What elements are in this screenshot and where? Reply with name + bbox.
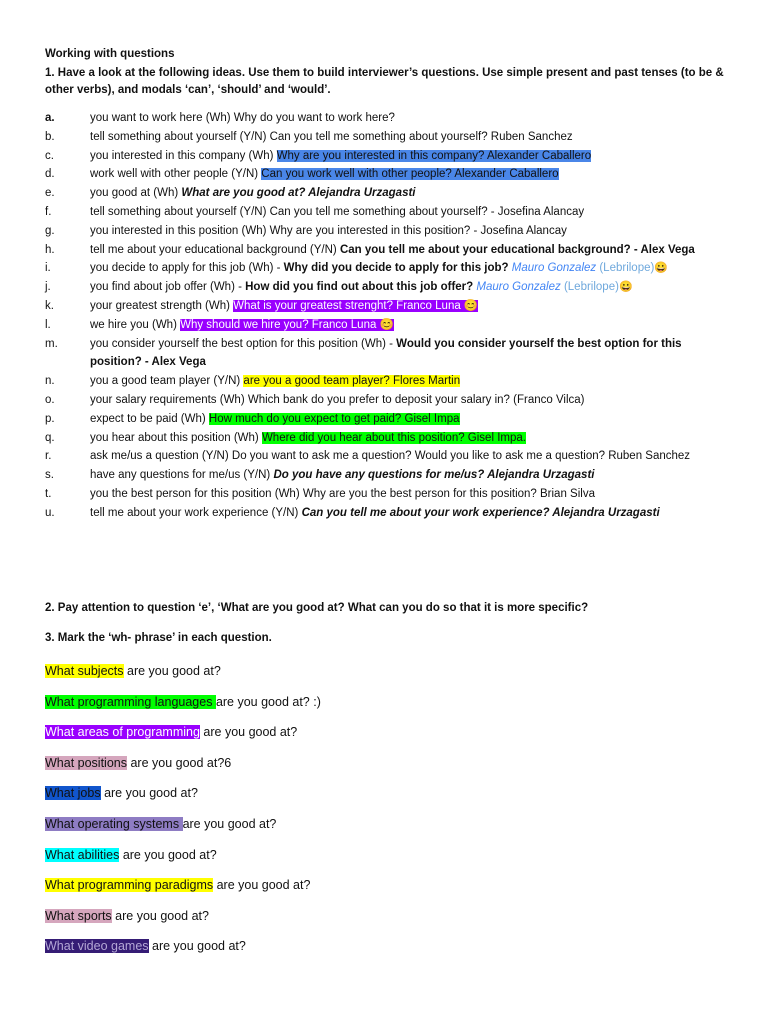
- wh-question: [45, 876, 725, 894]
- item-prompt: you a good team player (Y/N): [90, 375, 244, 388]
- item-prompt: tell something about yourself (Y/N) Can you tell me something about yourself? Ruben Sanchez: [90, 130, 573, 143]
- wh-phrase-highlight: What positions: [45, 755, 127, 770]
- item-prompt: you good at (Wh): [90, 187, 182, 200]
- item-text: [90, 259, 725, 278]
- item-letter: n.: [45, 375, 55, 388]
- item-letter: k.: [45, 299, 54, 312]
- wh-question-rest: are you good at?: [199, 725, 298, 740]
- item-text: [90, 109, 725, 128]
- list-item: [45, 109, 725, 128]
- item-author-handle: (Lebrilope): [599, 262, 655, 275]
- item-letter: a.: [45, 112, 55, 124]
- item-letter: r.: [45, 450, 52, 463]
- item-text: [90, 391, 725, 410]
- item-prompt: have any questions for me/us (Y/N): [90, 469, 274, 482]
- instruction-3: 3. Mark the ‘wh- phrase’ in each question.: [45, 632, 272, 644]
- list-item: [45, 429, 725, 448]
- item-answer: Why should we hire you? Franco Luna 😊: [180, 318, 394, 331]
- item-letter: q.: [45, 431, 55, 444]
- item-letter: u.: [45, 506, 55, 519]
- item-prompt: you interested in this company (Wh): [90, 149, 277, 162]
- list-item: [45, 278, 725, 297]
- wh-question-rest: are you good at?6: [126, 755, 232, 770]
- wh-phrase-highlight: What jobs: [45, 786, 101, 801]
- item-answer: What is your greatest strenght? Franco Luna 😊: [233, 299, 479, 312]
- item-text: [90, 466, 725, 485]
- item-prompt: you hear about this position (Wh): [90, 431, 262, 444]
- item-prompt: work well with other people (Y/N): [90, 168, 262, 181]
- item-text: [90, 147, 725, 166]
- item-prompt: you the best person for this position (Wh) Why are you the best person for this position? Brian Silva: [90, 487, 595, 500]
- smile-emoji-icon: 😀: [654, 262, 669, 275]
- list-item: [45, 222, 725, 241]
- list-item: [45, 184, 725, 203]
- item-prompt: you find about job offer (Wh) -: [90, 281, 246, 294]
- item-text: [90, 128, 725, 147]
- item-answer: Would you consider yourself the best option for this position? - Alex Vega: [90, 337, 682, 369]
- list-item: [45, 297, 725, 316]
- wh-question: [45, 846, 725, 864]
- item-text: [90, 222, 725, 241]
- wh-question-rest: are you good at?: [213, 878, 311, 893]
- item-text: [90, 278, 725, 297]
- wh-question: [45, 754, 725, 772]
- wh-question: [45, 662, 725, 680]
- question-list: [45, 109, 725, 523]
- list-item: [45, 504, 725, 523]
- item-answer: Can you tell me about your educational background? - Alex Vega: [339, 243, 695, 256]
- item-text: [90, 372, 725, 391]
- item-prompt: tell something about yourself (Y/N) Can you tell me something about yourself? - Josefina Alancay: [90, 205, 585, 218]
- list-item: [45, 128, 725, 147]
- item-answer: are you a good team player? Flores Martin: [243, 375, 461, 388]
- item-letter: b.: [45, 130, 55, 143]
- item-text: [90, 316, 725, 335]
- item-prompt: expect to be paid (Wh): [90, 412, 209, 425]
- list-item: [45, 466, 725, 485]
- item-prompt: you consider yourself the best option for this position (Wh) -: [90, 337, 397, 350]
- item-text: [90, 485, 725, 504]
- item-letter: s.: [45, 469, 54, 482]
- wh-question-rest: are you good at?: [182, 817, 277, 831]
- wh-question-rest: are you good at?: [123, 664, 221, 678]
- list-item: [45, 447, 725, 466]
- instruction-1: 1. Have a look at the following ideas. Use them to build interviewer’s questions. Use simple present and past tenses (to be & other verbs), and modals ‘can’, ‘should’ and ‘would’.: [45, 67, 724, 96]
- wh-phrase-highlight: What areas of programming: [45, 725, 200, 740]
- item-prompt: your greatest strength (Wh): [90, 299, 234, 312]
- list-item: [45, 372, 725, 391]
- list-item: [45, 259, 725, 278]
- item-prompt: ask me/us a question (Y/N) Do you want to ask me a question? Would you like to ask me a question? Ruben Sanchez: [90, 450, 691, 463]
- item-answer: How did you find out about this job offer?: [245, 281, 474, 294]
- wh-question: [45, 784, 725, 802]
- item-text: [90, 504, 725, 523]
- item-letter: g.: [45, 224, 55, 237]
- item-answer: How much do you expect to get paid? Gisel Impa: [208, 412, 460, 425]
- wh-question-rest: are you good at?: [100, 786, 198, 801]
- item-answer: Do you have any questions for me/us? Alejandra Urzagasti: [273, 469, 595, 482]
- item-text: [90, 297, 725, 316]
- item-letter: m.: [45, 337, 58, 350]
- smile-emoji-icon: 😀: [618, 281, 633, 294]
- item-prompt: we hire you (Wh): [90, 318, 181, 331]
- wh-phrase-highlight: What sports: [45, 908, 112, 923]
- item-answer: Can you tell me about your work experience? Alejandra Urzagasti: [301, 506, 660, 519]
- list-item: [45, 203, 725, 222]
- wh-phrase-highlight: What abilities: [45, 847, 120, 862]
- item-answer: Can you work well with other people? Alexander Caballero: [261, 168, 559, 181]
- wh-question-rest: are you good at? :): [215, 694, 321, 709]
- item-prompt: you decide to apply for this job (Wh) -: [90, 262, 284, 275]
- item-letter: h.: [45, 243, 55, 256]
- item-letter: c.: [45, 149, 54, 162]
- item-text: [90, 429, 725, 448]
- document-title: Working with questions: [45, 48, 175, 60]
- item-prompt: tell me about your work experience (Y/N): [90, 506, 302, 519]
- wh-phrase-highlight: What programming languages: [45, 694, 216, 709]
- item-letter: i.: [45, 262, 51, 275]
- list-item: [45, 316, 725, 335]
- item-answer: Why are you interested in this company? Alexander Caballero: [276, 149, 592, 162]
- item-letter: j.: [45, 281, 51, 294]
- item-answer: Why did you decide to apply for this job?: [283, 262, 509, 275]
- wh-question: [45, 693, 725, 711]
- list-item: [45, 335, 725, 373]
- wh-phrase-highlight: What video games: [45, 939, 149, 954]
- item-text: [90, 203, 725, 222]
- item-prompt: tell me about your educational background (Y/N): [90, 243, 340, 256]
- item-letter: d.: [45, 168, 55, 181]
- instruction-2: 2. Pay attention to question ‘e’, ‘What are you good at? What can you do so that it is more specific?: [45, 602, 589, 614]
- item-letter: l.: [45, 318, 51, 331]
- list-item: [45, 485, 725, 504]
- item-text: [90, 335, 725, 373]
- item-text: [90, 241, 725, 260]
- item-text: [90, 410, 725, 429]
- item-letter: f.: [45, 205, 52, 218]
- wh-question: [45, 907, 725, 925]
- item-letter: p.: [45, 412, 55, 425]
- item-letter: o.: [45, 393, 55, 406]
- item-text: [90, 447, 725, 466]
- item-letter: e.: [45, 187, 55, 200]
- item-answer: Where did you hear about this position? Gisel Impa.: [261, 431, 526, 444]
- item-prompt: you interested in this position (Wh) Why are you interested in this position? - Josefina Alancay: [90, 224, 567, 237]
- item-prompt: your salary requirements (Wh) Which bank do you prefer to deposit your salary in? (Franco Vilca): [90, 393, 585, 406]
- wh-question-rest: are you good at?: [148, 939, 246, 954]
- list-item: [45, 165, 725, 184]
- wh-question-rest: are you good at?: [111, 908, 209, 923]
- item-text: [90, 165, 725, 184]
- list-item: [45, 391, 725, 410]
- item-prompt: you want to work here (Wh) Why do you want to work here?: [90, 112, 395, 124]
- item-text: [90, 184, 725, 203]
- item-author: Mauro Gonzalez: [476, 281, 561, 294]
- wh-question-rest: are you good at?: [119, 847, 217, 862]
- item-answer: What are you good at? Alejandra Urzagasti: [181, 187, 416, 200]
- list-item: [45, 241, 725, 260]
- wh-phrase-highlight: What operating systems: [45, 817, 183, 831]
- list-item: [45, 410, 725, 429]
- wh-phrase-highlight: What subjects: [45, 664, 124, 678]
- item-author: Mauro Gonzalez: [511, 262, 597, 275]
- item-letter: t.: [45, 487, 52, 500]
- wh-question: [45, 937, 725, 955]
- wh-question: [45, 723, 725, 741]
- list-item: [45, 147, 725, 166]
- wh-phrase-highlight: What programming paradigms: [45, 878, 214, 893]
- wh-question: [45, 815, 725, 833]
- item-author-handle: (Lebrilope): [563, 281, 619, 294]
